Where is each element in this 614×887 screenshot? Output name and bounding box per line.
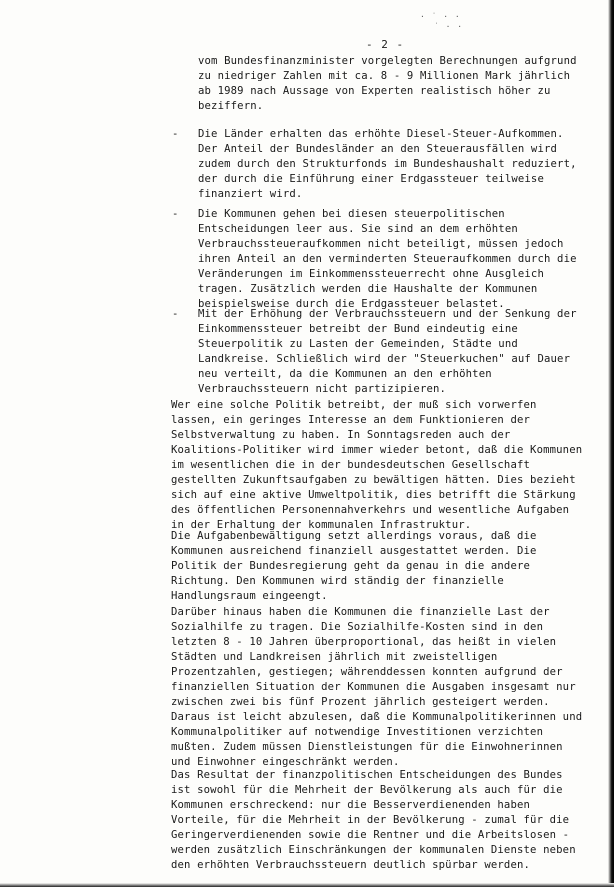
text-line: des öffentlichen Personennahverkehrs und wesentliche Aufgaben bbox=[171, 504, 570, 516]
text-line: Landkreise. Schließlich wird der "Steuerkuchen" auf Dauer bbox=[198, 353, 571, 365]
text-line: Kommunen ausreichend finanziell ausgestattet werden. Die bbox=[171, 545, 537, 557]
body-paragraph bbox=[171, 529, 537, 604]
body-paragraph bbox=[171, 398, 582, 533]
text-line: den erhöhten Verbrauchssteuern deutlich spürbar werden. bbox=[171, 859, 531, 871]
text-line: gestellten Zukunftsaufgaben zu bewältigen hätten. Dies bezieht bbox=[171, 474, 576, 486]
text-line: Städten und Landkreisen jährlich mit zweistelligen bbox=[171, 651, 498, 663]
text-line: vom Bundesfinanzminister vorgelegten Berechnungen aufgrund bbox=[198, 55, 577, 67]
bullet-marker: - bbox=[172, 128, 179, 140]
text-line: zwischen zwei bis fünf Prozent jährlich gesteigert werden. bbox=[171, 696, 550, 708]
text-line: neu verteilt, da die Kommunen an den erhöhten bbox=[198, 368, 492, 380]
text-line: Koalitions-Politiker wird immer wieder betont, daß die Kommunen bbox=[171, 444, 583, 456]
text-line: Steuerpolitik zu Lasten der Gemeinden, Städte und bbox=[198, 338, 518, 350]
text-line: finanziert wird. bbox=[198, 188, 303, 200]
text-line: Kommunalpolitiker auf notwendige Investitionen verzichten bbox=[171, 726, 544, 738]
text-line: Daraus ist leicht abzulesen, daß die Kommunalpolitikerinnen und bbox=[171, 711, 583, 723]
bullet-marker: - bbox=[172, 208, 179, 220]
text-line: Der Anteil der Bundesländer an den Steuerausfällen wird bbox=[198, 143, 558, 155]
scan-edge-bottom bbox=[0, 883, 614, 887]
text-line: Verbrauchssteueraufkommen nicht beteiligt, müssen jedoch bbox=[198, 238, 564, 250]
bullet-item bbox=[198, 307, 577, 397]
scan-edge-right bbox=[608, 0, 614, 887]
body-paragraph bbox=[171, 605, 582, 770]
text-line: Wer eine solche Politik betreibt, der muß sich vorwerfen bbox=[171, 399, 537, 411]
text-line: Handlungsraum eingeengt. bbox=[171, 590, 328, 602]
text-line: Mit der Erhöhung der Verbrauchssteuern und der Senkung der bbox=[198, 308, 577, 320]
text-line: zu niedriger Zahlen mit ca. 8 - 9 Millionen Mark jährlich bbox=[198, 70, 571, 82]
text-line: finanziellen Situation der Kommunen die Ausgaben insgesamt nur bbox=[171, 681, 576, 693]
text-line: Die Länder erhalten das erhöhte Diesel-Steuer-Aufkommen. bbox=[198, 128, 564, 140]
text-line: Die Kommunen gehen bei diesen steuerpolitischen bbox=[198, 208, 505, 220]
text-line: beispielsweise durch die Erdgassteuer belastet. bbox=[198, 298, 505, 310]
text-line: Einkommenssteuer betreibt der Bund eindeutig eine bbox=[198, 323, 518, 335]
text-line: Richtung. Den Kommunen wird ständig der finanzielle bbox=[171, 575, 504, 587]
text-line: werden zusätzlich Einschränkungen der kommunalen Dienste neben bbox=[171, 844, 576, 856]
text-line: Kommunen erschreckend: nur die Besserverdienenden haben bbox=[171, 799, 531, 811]
bullet-item bbox=[198, 207, 577, 312]
text-line: mußten. Zudem müssen Dienstleistungen für die Einwohnerinnen bbox=[171, 741, 563, 753]
scan-speck: · ˙ · · bbox=[420, 12, 461, 21]
text-line: beziffern. bbox=[198, 100, 264, 112]
text-line: Prozentzahlen, gestiegen; währenddessen konnten aufgrund der bbox=[171, 666, 563, 678]
text-line: Die Aufgabenbewältigung setzt allerdings voraus, daß die bbox=[171, 530, 537, 542]
body-paragraph bbox=[171, 768, 576, 873]
bullet-marker: - bbox=[172, 308, 179, 320]
text-line: Vorteile, für die Mehrheit in der Bevölkerung - zumal für die bbox=[171, 814, 570, 826]
bullet-item bbox=[198, 127, 577, 202]
page-number: - 2 - bbox=[366, 38, 405, 51]
text-line: Entscheidungen leer aus. Sie sind an dem erhöhten bbox=[198, 223, 518, 235]
text-line: lassen, ein geringes Interesse an dem Funktionieren der bbox=[171, 414, 531, 426]
text-line: im wesentlichen die in der bundesdeutschen Gesellschaft bbox=[171, 459, 531, 471]
text-line: tragen. Zusätzlich werden die Haushalte der Kommunen bbox=[198, 283, 538, 295]
text-line: Darüber hinaus haben die Kommunen die finanzielle Last der bbox=[171, 606, 550, 618]
text-line: der durch die Einführung einer Erdgassteuer teilweise bbox=[198, 173, 544, 185]
text-line: Geringerverdienenden sowie die Rentner und die Arbeitslosen - bbox=[171, 829, 570, 841]
text-line: in der Erhaltung der kommunalen Infrastruktur. bbox=[171, 519, 472, 531]
continuation-text bbox=[198, 54, 577, 114]
text-line: Politik der Bundesregierung geht da genau in die andere bbox=[171, 560, 531, 572]
scan-speck: ˙ · · bbox=[434, 22, 464, 31]
text-line: Sozialhilfe zu tragen. Die Sozialhilfe-Kosten sind in den bbox=[171, 621, 544, 633]
text-line: sich auf eine aktive Umweltpolitik, dies betrifft die Stärkung bbox=[171, 489, 576, 501]
text-line: letzten 8 - 10 Jahren überproportional, das heißt in vielen bbox=[171, 636, 557, 648]
text-line: Selbstverwaltung zu haben. In Sonntagsreden auch der bbox=[171, 429, 511, 441]
text-line: ab 1989 nach Aussage von Experten realistisch höher zu bbox=[198, 85, 551, 97]
text-line: ihren Anteil an den verminderten Steueraufkommen durch die bbox=[198, 253, 577, 265]
text-line: ist sowohl für die Mehrheit der Bevölkerung als auch für die bbox=[171, 784, 563, 796]
text-line: Das Resultat der finanzpolitischen Entscheidungen des Bundes bbox=[171, 769, 563, 781]
text-line: und Einwohner eingeschränkt werden. bbox=[171, 756, 400, 768]
text-line: Veränderungen im Einkommenssteuerrecht ohne Ausgleich bbox=[198, 268, 544, 280]
text-line: zudem durch den Strukturfonds im Bundeshaushalt reduziert, bbox=[198, 158, 577, 170]
text-line: Verbrauchssteuern nicht partizipieren. bbox=[198, 383, 447, 395]
